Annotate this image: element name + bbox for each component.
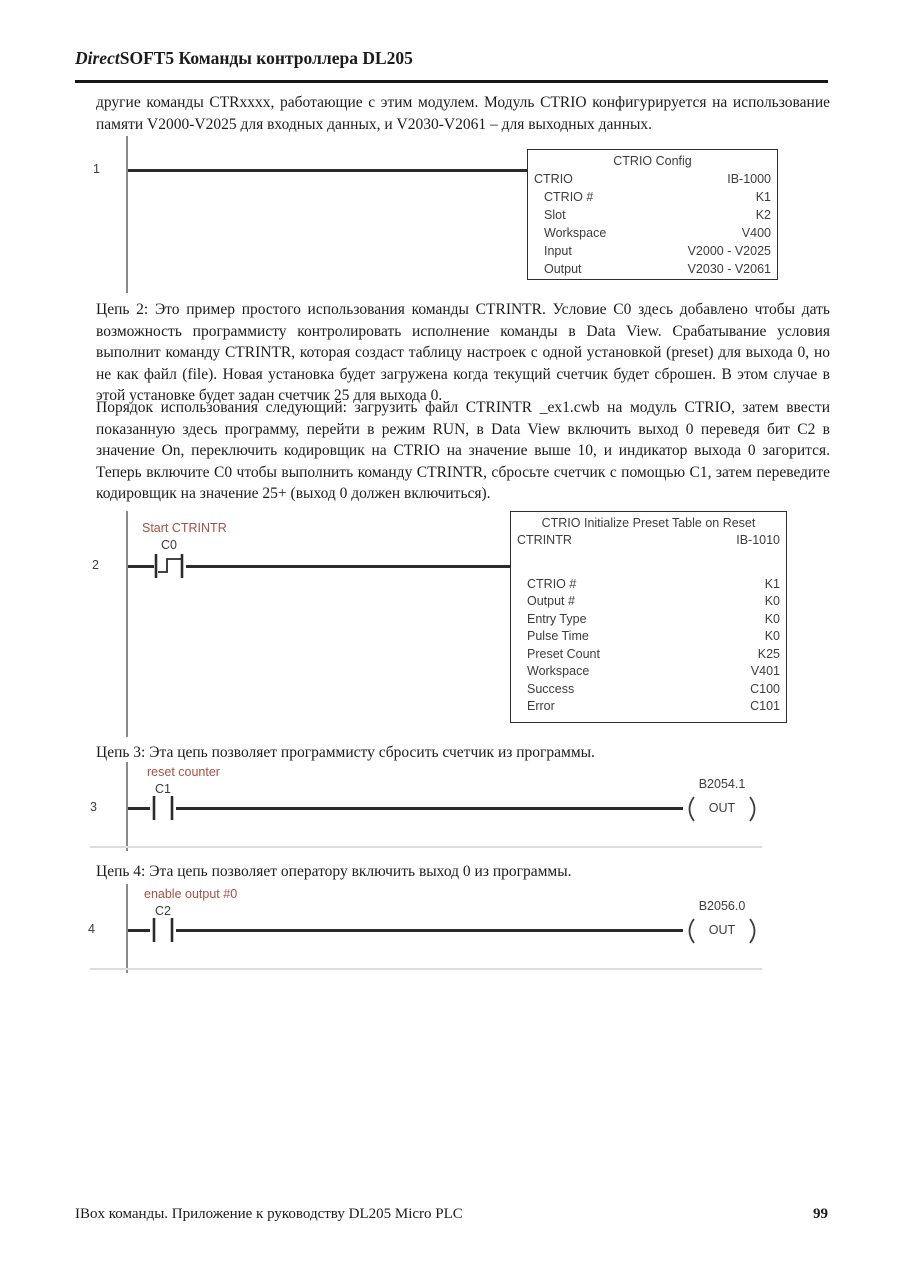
paragraph-intro: другие команды CTRxxxx, работающие с этим модулем. Модуль CTRIO конфигурируется на использование памяти V2000-V2025 для входных данных, и V2030-V2061 – для выходных данных. (96, 94, 830, 133)
paragraph-rung4-description: Цепь 4: Эта цепь позволяет оператору включить выход 0 из программы. (96, 863, 572, 880)
box-row-label: Input (544, 244, 572, 258)
box-row (528, 188, 777, 206)
box-spacer (511, 550, 786, 576)
rising-edge-contact-icon (152, 551, 186, 581)
box-row-label: Preset Count (527, 646, 600, 661)
rung4-number: 4 (88, 922, 95, 936)
box-row-label: Workspace (544, 226, 607, 240)
box-row-value: C101 (750, 699, 780, 713)
rung2-instruction-box (510, 511, 787, 723)
page-number: 99 (813, 1206, 828, 1222)
rung4-contact-address: C2 (155, 904, 171, 918)
footer-text: IBox команды. Приложение к руководству DL205 Micro PLC (75, 1206, 463, 1222)
header-title-rest: SOFT5 Команды контроллера DL205 (119, 48, 413, 68)
box-row-label: Success (527, 681, 575, 696)
coil-address: B2054.1 (698, 777, 746, 791)
rung4-separator (90, 968, 762, 970)
box-row-value: K1 (755, 190, 771, 204)
rung2-left-rail (126, 511, 128, 737)
paragraph-rung3-description: Цепь 3: Эта цепь позволяет программисту сбросить счетчик из программы. (96, 744, 595, 761)
box-row-value: K0 (764, 594, 780, 608)
header-title-italic-part: Direct (75, 48, 120, 68)
box-title: CTRIO Initialize Preset Table on Reset (541, 516, 756, 530)
rung4-wire-left (128, 929, 150, 932)
rung4-comment: enable output #0 (144, 887, 238, 901)
box-row (528, 170, 777, 188)
rung3-comment: reset counter (147, 765, 220, 779)
rung2-number: 2 (92, 558, 99, 572)
normally-open-contact-icon (150, 915, 176, 945)
box-row-value: K0 (764, 629, 780, 643)
coil-body (680, 916, 764, 946)
rung3-wire-left (128, 807, 150, 810)
page-header-title (75, 48, 413, 69)
box-row (528, 260, 777, 278)
box-row-value: IB-1000 (727, 172, 771, 186)
box-row (511, 646, 786, 664)
box-row-value: V400 (741, 226, 771, 240)
box-row (511, 628, 786, 646)
box-row-label: Output # (527, 594, 575, 608)
box-row-label: CTRIO # (544, 190, 594, 204)
rung3-output-coil (680, 777, 764, 824)
rung3-number: 3 (90, 800, 97, 814)
box-row (511, 593, 786, 611)
box-row (528, 224, 777, 242)
box-row-label: CTRIO # (527, 576, 577, 591)
box-row-label: Entry Type (527, 611, 587, 626)
box-row-value: K25 (757, 646, 780, 661)
box-row (528, 242, 777, 260)
box-row-label: Workspace (527, 664, 590, 678)
box-row-label: Error (527, 699, 555, 713)
paragraph-rung2-description: Цепь 2: Это пример простого использования команды CTRINTR. Условие C0 здесь добавлено чтобы дать возможность программисту контролировать исполнение команды в Data View. Срабатывание условия выполнит команду CTRINTR, которая создаст таблицу настроек с одной установкой (preset) для выхода 0, но не как файл (file). Новая установка будет загружена когда текущий счетчик будет сброшен. В этом случае в этой установке будет задан счетчик 25 для выхода 0. (96, 301, 830, 404)
rung1-left-rail (126, 136, 128, 293)
paragraph-rung2-usage: Порядок использования следующий: загрузить файл CTRINTR _ex1.cwb на модуль CTRIO, затем ввести показанную здесь программу, перейти в режим RUN, в Data View включить выход 0 переведя бит C2 в значение On, переключить кодировщик на CTRIO на значение выше 10, и индикатор выхода 0 загорится. Теперь включите C0 чтобы выполнить команду CTRINTR, сбросьте счетчик с помощью C1, затем переведите кодировщик на значение 25+ (выход 0 должен включиться). (96, 399, 830, 502)
box-row (511, 611, 786, 629)
box-row-value: V401 (750, 664, 780, 678)
normally-open-contact-icon (150, 793, 176, 823)
box-row-value: V2030 - V2061 (687, 262, 771, 276)
rung3-wire-right (176, 807, 683, 810)
box-row-value: K0 (764, 611, 780, 626)
rung1-number: 1 (93, 162, 100, 176)
coil-out-label: OUT (708, 923, 736, 937)
coil-address: B2056.0 (698, 899, 746, 913)
box-row (511, 698, 786, 716)
box-row-value: C100 (750, 681, 780, 696)
box-row (511, 681, 786, 699)
rung1-wire (128, 169, 527, 172)
rung3-separator (90, 846, 762, 848)
rung4-wire-right (176, 929, 683, 932)
box-row (511, 532, 786, 550)
rung2-wire-right (186, 565, 510, 568)
box-row-label: CTRINTR (517, 533, 572, 547)
box-row-value: K1 (764, 576, 780, 591)
box-row-value: V2000 - V2025 (687, 244, 771, 258)
box-row (528, 206, 777, 224)
box-title: CTRIO Config (613, 154, 692, 168)
rung2-comment: Start CTRINTR (142, 521, 227, 535)
box-row-label: Output (544, 262, 582, 276)
box-row-value: K2 (755, 208, 771, 222)
header-rule (75, 80, 828, 83)
box-row (511, 663, 786, 681)
box-row (511, 576, 786, 594)
rung1-instruction-box (527, 149, 778, 280)
box-row-value: IB-1010 (736, 533, 780, 547)
box-row-label: CTRIO (534, 172, 573, 186)
rung3-contact-address: C1 (155, 782, 171, 796)
box-row-label: Slot (544, 208, 566, 222)
coil-out-label: OUT (708, 801, 736, 815)
box-row-label: Pulse Time (527, 629, 589, 643)
rung2-contact-address: C0 (161, 538, 177, 552)
coil-body (680, 794, 764, 824)
rung2-wire-left (128, 565, 154, 568)
rung4-output-coil (680, 899, 764, 946)
